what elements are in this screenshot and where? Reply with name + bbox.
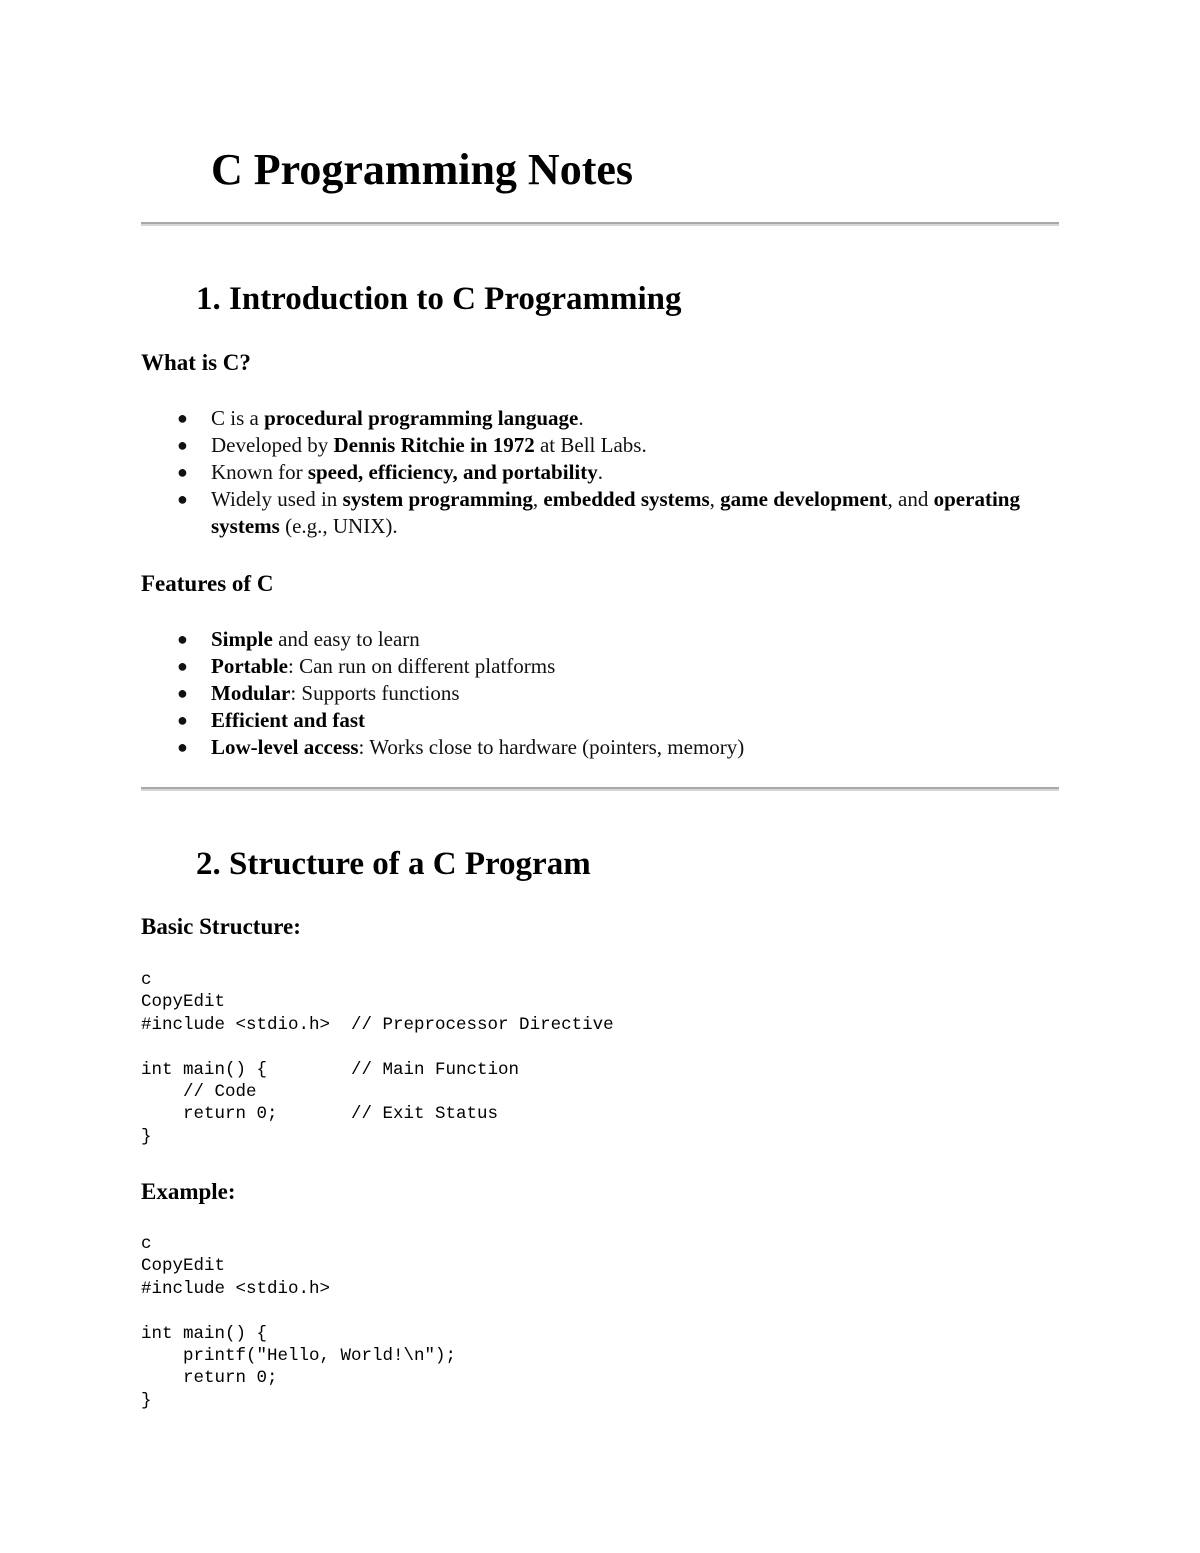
section-heading-introduction: 1. Introduction to C Programming: [196, 281, 682, 317]
list-item: ● Modular: Supports functions: [177, 681, 460, 705]
bullet-icon: ●: [177, 489, 188, 509]
list-item: ● Efficient and fast: [177, 708, 365, 732]
code-block-basic-structure: c CopyEdit #include <stdio.h> // Preprocessor Directive int main() { // Main Function // Code return 0; // Exit Status }: [141, 970, 614, 1147]
page-title: C Programming Notes: [211, 145, 633, 194]
code-block-example: c CopyEdit #include <stdio.h> int main() { printf("Hello, World!\n"); return 0; }: [141, 1234, 457, 1411]
horizontal-rule: [141, 222, 1059, 226]
list-item: ● Widely used in system programming, embedded systems, game development, and operating systems (e.g., UNIX).: [177, 487, 1020, 538]
bullet-icon: ●: [177, 629, 188, 649]
subheading-features-of-c: Features of C: [141, 571, 274, 596]
section-heading-structure: 2. Structure of a C Program: [196, 846, 591, 882]
what-is-c-list: [141, 405, 1041, 540]
bullet-icon: ●: [177, 737, 188, 757]
list-item: ● Simple and easy to learn: [177, 627, 420, 651]
subheading-basic-structure: Basic Structure:: [141, 914, 301, 939]
list-item: ● C is a procedural programming language.: [177, 406, 584, 430]
bullet-icon: ●: [177, 683, 188, 703]
features-list: [141, 626, 1041, 761]
list-item: ● Portable: Can run on different platforms: [177, 654, 556, 678]
list-item: ● Developed by Dennis Ritchie in 1972 at Bell Labs.: [177, 433, 647, 457]
bullet-icon: ●: [177, 710, 188, 730]
list-item: ● Known for speed, efficiency, and portability.: [177, 460, 603, 484]
bullet-icon: ●: [177, 656, 188, 676]
subheading-example: Example:: [141, 1179, 236, 1204]
horizontal-rule: [141, 787, 1059, 791]
bullet-icon: ●: [177, 408, 188, 428]
subheading-what-is-c: What is C?: [141, 350, 251, 375]
bullet-icon: ●: [177, 462, 188, 482]
bullet-icon: ●: [177, 435, 188, 455]
list-item: ● Low-level access: Works close to hardware (pointers, memory): [177, 735, 745, 759]
